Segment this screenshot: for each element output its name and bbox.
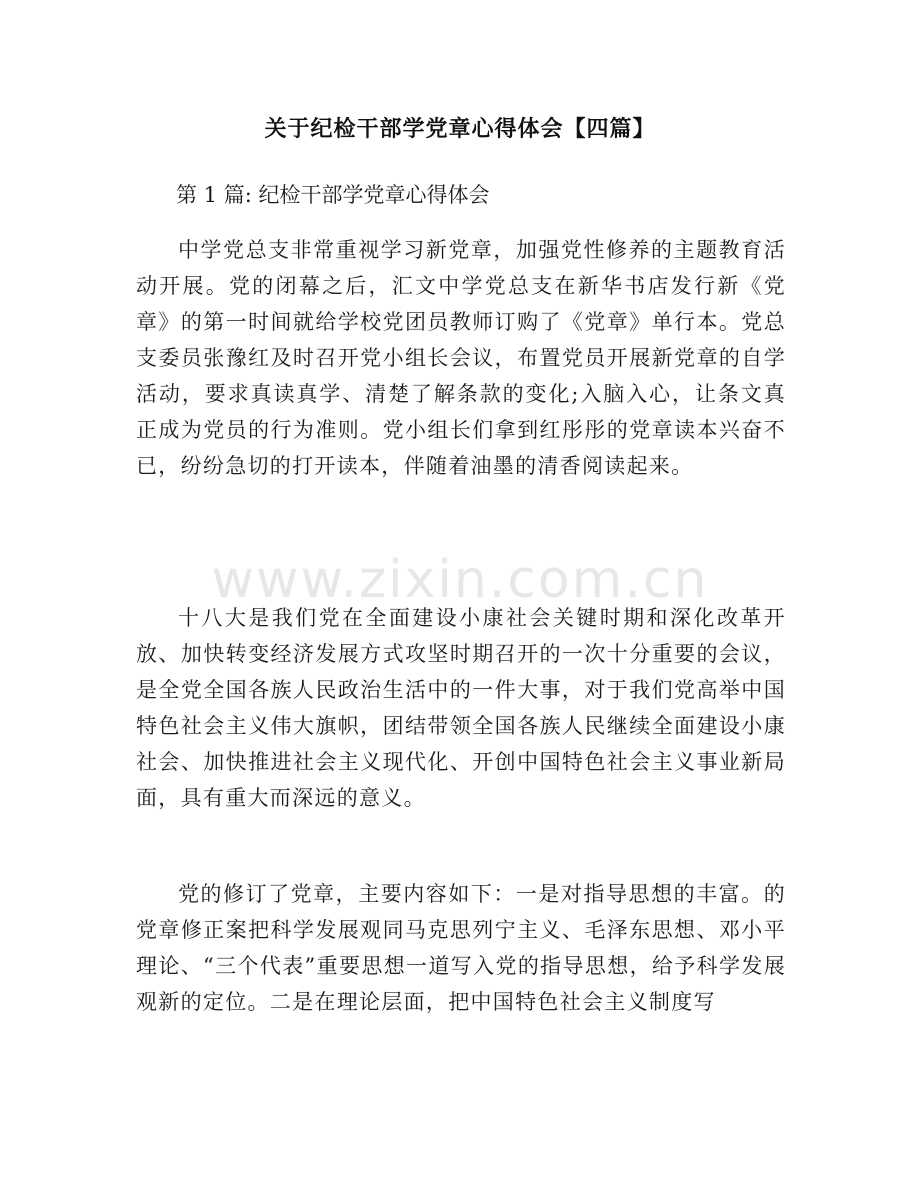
paragraph-3: 党的修订了党章，主要内容如下：一是对指导思想的丰富。的党章修正案把科学发展观同马克思列宁主义、毛泽东思想、邓小平理论、“三个代表”重要思想一道写入党的指导思想，给予科学发展观新的定位。二是在理论层面，把中国特色社会主义制度写 bbox=[136, 882, 786, 1014]
paragraph-2: 十八大是我们党在全面建设小康社会关键时期和深化改革开放、加快转变经济发展方式攻坚时期召开的一次十分重要的会议，是全党全国各族人民政治生活中的一件大事，对于我们党高举中国特色社会主义伟大旗帜，团结带领全国各族人民继续全面建设小康社会、加快推进社会主义现代化、开创中国特色社会主义事业新局面，具有重大而深远的意义。 bbox=[136, 606, 786, 810]
document-title: 关于纪检干部学党章心得体会【四篇】 bbox=[264, 117, 656, 142]
watermark: www.zixin.com.cn bbox=[211, 550, 709, 610]
section-heading: 第 1 篇: 纪检干部学党章心得体会 bbox=[176, 183, 490, 207]
paragraph-1: 中学党总支非常重视学习新党章，加强党性修养的主题教育活动开展。党的闭幕之后，汇文中学党总支在新华书店发行新《党章》的第一时间就给学校党团员教师订购了《党章》单行本。党总支委员张豫红及时召开党小组长会议，布置党员开展新党章的自学活动，要求真读真学、清楚了解条款的变化;入脑入心，让条文真正成为党员的行为准则。党小组长们拿到红彤彤的党章读本兴奋不已，纷纷急切的打开读本，伴随着油墨的清香阅读起来。 bbox=[136, 238, 786, 478]
